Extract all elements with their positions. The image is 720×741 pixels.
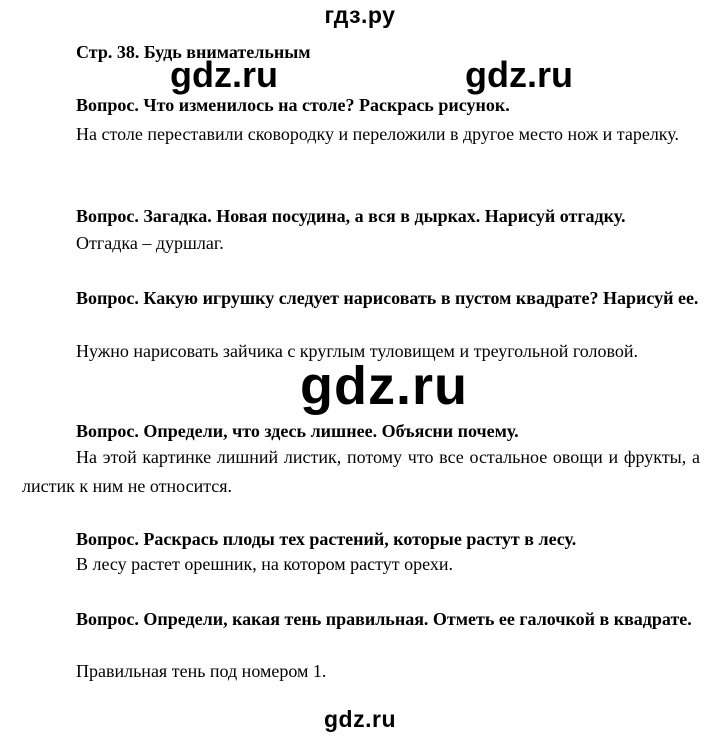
answer-6: Правильная тень под номером 1. xyxy=(76,661,327,681)
answer-2: Отгадка – дуршлаг. xyxy=(76,233,224,253)
answer-1: На столе переставили сковородку и переложили в другое место нож и тарелку. xyxy=(76,124,679,144)
answer-3: Нужно нарисовать зайчика с круглым туловищем и треугольной головой. xyxy=(76,341,639,361)
question-6: Вопрос. Определи, какая тень правильная. Отметь ее галочкой в квадрате. xyxy=(76,609,692,629)
site-footer: gdz.ru xyxy=(324,706,396,732)
answer-5: В лесу растет орешник, на котором растут орехи. xyxy=(76,554,453,574)
question-1: Вопрос. Что изменилось на столе? Раскрась рисунок. xyxy=(76,95,510,115)
page-title: Стр. 38. Будь внимательным xyxy=(76,42,311,62)
question-5: Вопрос. Раскрась плоды тех растений, которые растут в лесу. xyxy=(76,529,577,549)
watermark-center: gdz.ru xyxy=(300,356,468,416)
question-3: Вопрос. Какую игрушку следует нарисовать в пустом квадрате? Нарисуй ее. xyxy=(76,288,699,308)
watermark-left: gdz.ru xyxy=(170,54,278,95)
watermark-right: gdz.ru xyxy=(465,54,573,95)
site-header: гдз.ру xyxy=(324,2,396,28)
question-4: Вопрос. Определи, что здесь лишнее. Объясни почему. xyxy=(76,421,519,441)
answer-4: На этой картинке лишний листик, потому что все остальное овощи и фрукты, а листик к ним не относится. xyxy=(22,447,700,496)
question-2: Вопрос. Загадка. Новая посудина, а вся в дырках. Нарисуй отгадку. xyxy=(76,206,626,226)
